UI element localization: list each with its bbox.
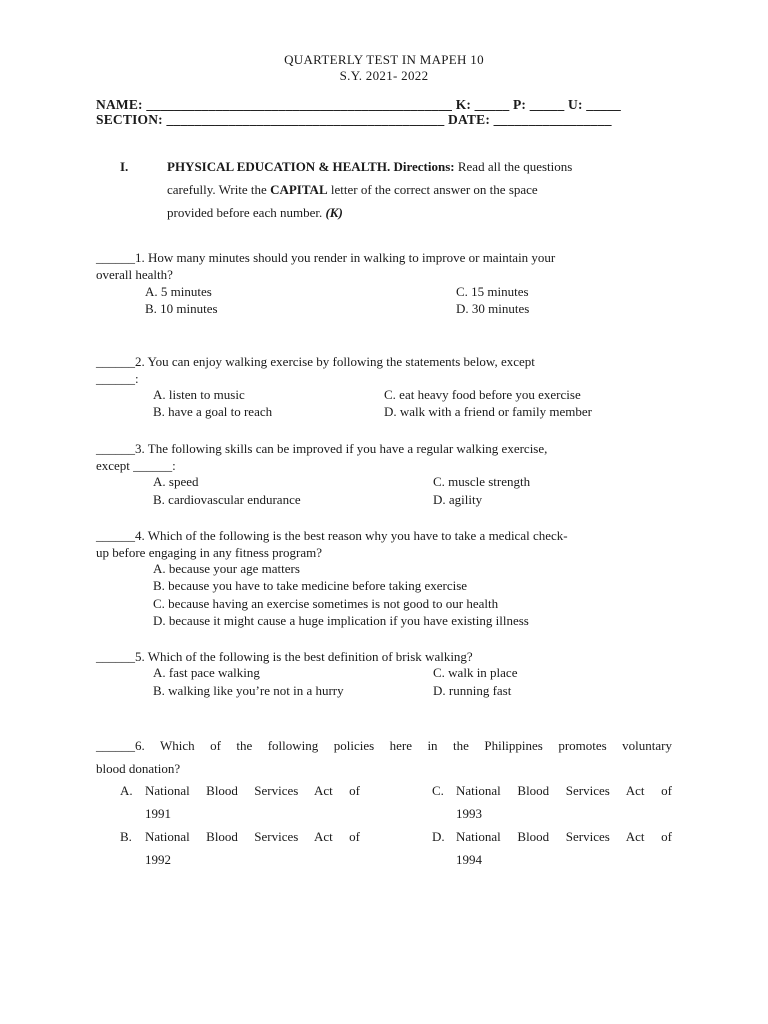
q3-option-b: B. cardiovascular endurance (153, 492, 301, 507)
q6-option-d-year: 1994 (456, 852, 482, 867)
q6-option-a-text: National Blood Services Act of (145, 783, 360, 798)
section-field-line[interactable]: SECTION: ________________________________________ DATE: _________________ (96, 112, 612, 127)
q6-option-b-letter: B. (120, 829, 132, 844)
q6-option-c-year: 1993 (456, 806, 482, 821)
directions-capital: CAPITAL (270, 182, 328, 197)
part-directions-line3 (167, 204, 343, 221)
directions-label: Directions: (393, 159, 455, 174)
q6-option-a-letter: A. (120, 783, 133, 798)
question-2-line2: ______: (96, 371, 139, 386)
q6-option-a-year: 1991 (145, 806, 171, 821)
directions-text-2c: letter of the correct answer on the space (330, 182, 538, 197)
q2-option-c: C. eat heavy food before you exercise (384, 387, 581, 402)
question-3-line2: except ______: (96, 458, 176, 473)
q6-option-d-text: National Blood Services Act of (456, 829, 672, 844)
q6-option-c-letter: C. (432, 783, 444, 798)
q3-option-d: D. agility (433, 492, 483, 507)
question-5-line1: ______5. Which of the following is the best definition of brisk walking? (96, 649, 473, 664)
question-2-line1: ______2. You can enjoy walking exercise by following the statements below, except (96, 354, 535, 369)
directions-text-2a: carefully. Write the (167, 182, 267, 197)
q6-option-b-text: National Blood Services Act of (145, 829, 360, 844)
q2-option-d: D. walk with a friend or family member (384, 404, 592, 419)
question-3-line1: ______3. The following skills can be improved if you have a regular walking exercise, (96, 441, 548, 456)
q1-option-b: B. 10 minutes (145, 301, 218, 316)
test-title: QUARTERLY TEST IN MAPEH 10 (284, 52, 484, 67)
q6-option-c-text: National Blood Services Act of (456, 783, 672, 798)
directions-text-1: Read all the questions (457, 159, 573, 174)
q3-option-c: C. muscle strength (433, 474, 531, 489)
q4-option-a: A. because your age matters (153, 561, 300, 576)
question-1-line2: overall health? (96, 267, 173, 282)
name-field-line[interactable]: NAME: ____________________________________________ K: _____ P: _____ U: _____ (96, 97, 621, 112)
q6-option-d-letter: D. (432, 829, 445, 844)
q5-option-b: B. walking like you’re not in a hurry (153, 683, 344, 698)
q4-option-d: D. because it might cause a huge implication if you have existing illness (153, 613, 529, 628)
q4-option-c: C. because having an exercise sometimes is not good to our health (153, 596, 499, 611)
question-1-line1: ______1. How many minutes should you render in walking to improve or maintain your (96, 250, 556, 265)
q1-option-c: C. 15 minutes (456, 284, 529, 299)
q4-option-b: B. because you have to take medicine before taking exercise (153, 578, 468, 593)
q5-option-c: C. walk in place (433, 665, 518, 680)
q1-option-a: A. 5 minutes (145, 284, 212, 299)
q5-option-d: D. running fast (433, 683, 512, 698)
q6-option-b-year: 1992 (145, 852, 171, 867)
part-directions-line2 (167, 181, 538, 198)
q5-option-a: A. fast pace walking (153, 665, 260, 680)
question-4-line2: up before engaging in any fitness program? (96, 545, 322, 560)
question-6-line2: blood donation? (96, 761, 181, 776)
q1-option-d: D. 30 minutes (456, 301, 530, 316)
part-directions-line1 (167, 158, 572, 175)
knowledge-tag: (K) (325, 205, 343, 220)
q2-option-a: A. listen to music (153, 387, 245, 402)
q2-option-b: B. have a goal to reach (153, 404, 273, 419)
q3-option-a: A. speed (153, 474, 199, 489)
school-year: S.Y. 2021- 2022 (339, 68, 429, 83)
part-number: I. (120, 159, 129, 174)
part-heading: PHYSICAL EDUCATION & HEALTH. (167, 159, 391, 174)
question-4-line1: ______4. Which of the following is the best reason why you have to take a medical check- (96, 528, 568, 543)
directions-text-3a: provided before each number. (167, 205, 323, 220)
question-6-line1: ______6. Which of the following policies here in the Philippines promotes voluntary (96, 738, 672, 753)
